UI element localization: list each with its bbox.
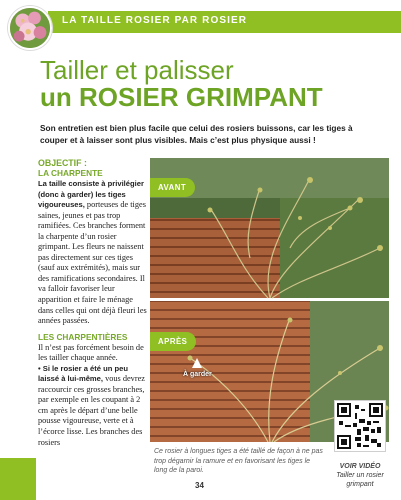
section1-title: LA CHARPENTE [38, 168, 103, 178]
section1-bold: La taille consiste à privilégier (donc à garder) les tiges vigoureuses, [38, 179, 144, 210]
footer-corner-band [0, 458, 36, 500]
header-rose-image [8, 6, 52, 50]
section2-bullet: • Si le rosier a été un peu laissé à lui-même, [38, 363, 129, 384]
section2-text2: vous devrez raccourcir ces grosses branches, par exemple en les coupant à 2 cm après le départ d’une belle pousse vigoureuse, verte et à l’écorce lisse. Les branches des rosiers [38, 374, 145, 447]
keep-label: À garder [183, 371, 212, 378]
section-label: LA TAILLE ROSIER PAR ROSIER [62, 15, 248, 26]
before-badge: AVANT [150, 178, 195, 197]
after-badge: APRÈS [150, 332, 196, 351]
photo-caption: Ce rosier à longues tiges a été taillé de façon à ne pas trop dégarnir la ramure et en favorisant les tiges le long de la paroi. [154, 448, 323, 474]
objective-label: OBJECTIF : [38, 158, 87, 168]
qr-code-icon [335, 401, 385, 451]
video-label-subtitle: Tailler un rosier grimpant [336, 472, 384, 488]
section2-paragraph [38, 343, 148, 448]
video-label-title: VOIR VIDÉO [339, 463, 381, 470]
section1-paragraph [38, 179, 148, 327]
qr-code[interactable] [334, 400, 386, 452]
page-number: 34 [195, 481, 204, 490]
section2-title: LES CHARPENTIÈRES [38, 331, 128, 342]
title-line-2: un ROSIER GRIMPANT [40, 82, 323, 112]
arrow-up-icon [192, 358, 202, 368]
left-column [38, 158, 148, 448]
page-header [0, 0, 401, 54]
section1-text: porteuses de tiges saines, jeunes et pas trop ramifiées. Ces branches forment la charpente d’un rosier grimpant. Les fleurs ne naissent pas directement sur ces tiges (sauf aux extrémités), mais sur des ramifications secondaires. Il va falloir favoriser leur apparition et faire le ménage dans celles qui ont déjà fleuri les années passées. [38, 200, 147, 326]
section2-text1: Il n’est pas forcément besoin de les tailler chaque année. [38, 342, 144, 363]
intro-paragraph: Son entretien est bien plus facile que celui des rosiers buissons, car les tiges à couper et à laisser sont plus visibles. Mais c’est plus physique aussi ! [40, 123, 353, 145]
page-title [40, 57, 370, 111]
rose-picture [10, 8, 50, 48]
video-label [327, 462, 393, 489]
title-line-1: Tailler et palisser [40, 55, 234, 85]
